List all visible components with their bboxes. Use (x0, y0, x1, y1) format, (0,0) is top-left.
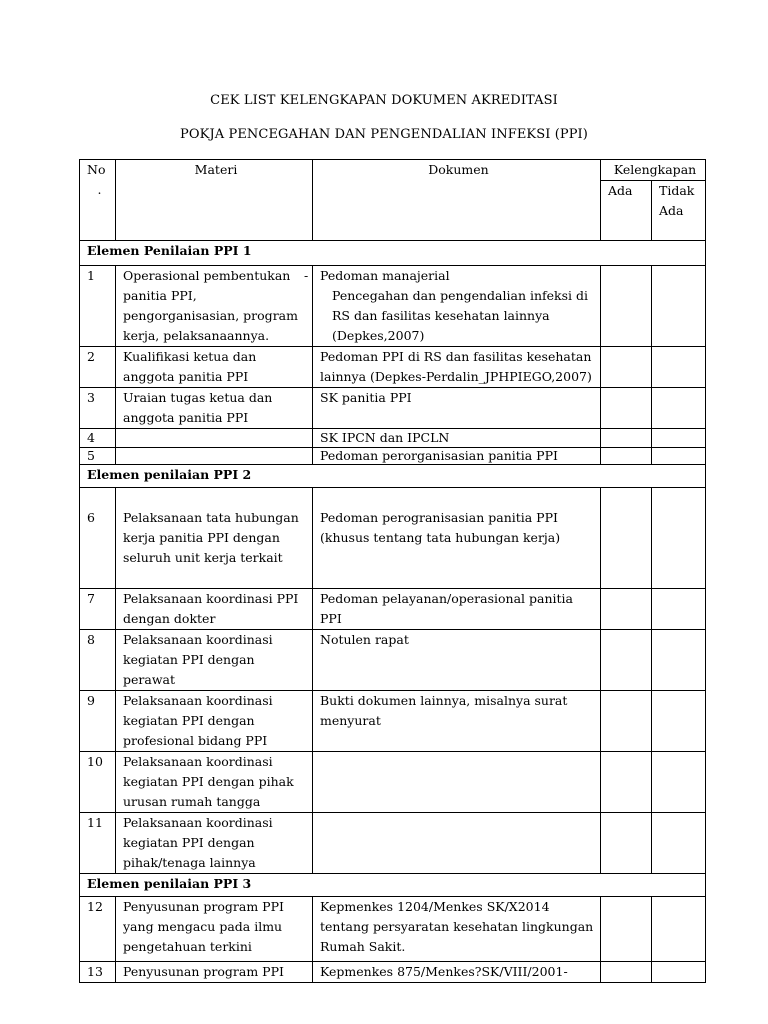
row-dokumen-label: Notulen rapat (320, 632, 409, 647)
header-no (80, 160, 116, 241)
table-row (80, 691, 706, 752)
table-row (80, 388, 706, 429)
table-row (80, 488, 706, 589)
section-row (80, 241, 706, 266)
section-label: Elemen penilaian PPI 2 (87, 467, 252, 482)
row-no (80, 589, 116, 630)
row-dokumen-detail: Pencegahan dan pengendalian infeksi di RS dan fasilitas kesehatan lainnya (Depkes,2007) (332, 288, 589, 343)
row-materi (116, 589, 313, 630)
row-no-label: 8 (87, 632, 95, 647)
row-dokumen (313, 448, 601, 465)
row-materi (116, 897, 313, 962)
row-dokumen (313, 897, 601, 962)
row-no-label: 4 (87, 430, 95, 445)
header-tidak-label: Tidak (659, 183, 695, 198)
row-no (80, 752, 116, 813)
row-no (80, 897, 116, 962)
section-label: Elemen penilaian PPI 3 (87, 876, 252, 891)
check-tidak-ada[interactable] (652, 752, 706, 813)
row-no-label: 10 (87, 754, 103, 769)
check-ada[interactable] (601, 813, 652, 874)
table-row (80, 813, 706, 874)
check-tidak-ada[interactable] (652, 448, 706, 465)
row-no (80, 691, 116, 752)
row-no (80, 488, 116, 589)
document-title: CEK LIST KELENGKAPAN DOKUMEN AKREDITASI (210, 93, 558, 108)
row-materi (116, 813, 313, 874)
row-materi-label: Pelaksanaan koordinasi kegiatan PPI dengan profesional bidang PPI (123, 693, 273, 748)
row-dokumen (313, 488, 601, 589)
row-no-label: 2 (87, 349, 95, 364)
check-tidak-ada[interactable] (652, 962, 706, 983)
header-ada-label: Ada (608, 183, 633, 198)
check-ada[interactable] (601, 448, 652, 465)
header-tidak-ada-label: Ada (659, 203, 684, 218)
check-ada[interactable] (601, 488, 652, 589)
row-dokumen-label: SK IPCN dan IPCLN (320, 430, 450, 445)
header-ada (601, 181, 652, 241)
bullet-dash: - (304, 268, 309, 283)
row-dokumen-label: Kepmenkes 1204/Menkes SK/X2014 tentang persyaratan kesehatan lingkungan Rumah Sakit. (320, 899, 594, 954)
row-dokumen (313, 429, 601, 448)
row-dokumen-label: Pedoman manajerial (320, 268, 450, 283)
row-materi (116, 752, 313, 813)
row-dokumen-label: Bukti dokumen lainnya, misalnya surat menyurat (320, 693, 568, 728)
row-no (80, 813, 116, 874)
row-materi (116, 630, 313, 691)
section-ppi-1 (80, 241, 706, 266)
row-no-label: 13 (87, 964, 103, 979)
row-materi-label: Penyusunan program PPI (123, 964, 284, 979)
check-ada[interactable] (601, 962, 652, 983)
row-no-label: 12 (87, 899, 103, 914)
row-dokumen (313, 589, 601, 630)
row-no (80, 630, 116, 691)
row-materi (116, 691, 313, 752)
row-no (80, 962, 116, 983)
check-tidak-ada[interactable] (652, 488, 706, 589)
document-subtitle: POKJA PENCEGAHAN DAN PENGENDALIAN INFEKSI (PPI) (180, 127, 588, 142)
header-row (80, 160, 706, 181)
row-no (80, 347, 116, 388)
row-no (80, 448, 116, 465)
row-no-label: 7 (87, 591, 95, 606)
row-dokumen-label: SK panitia PPI (320, 390, 412, 405)
row-dokumen (313, 691, 601, 752)
row-materi (116, 429, 313, 448)
header-tidak-ada (652, 181, 706, 241)
row-no-label: 3 (87, 390, 95, 405)
header-dokumen (313, 160, 601, 241)
row-materi-label: Pelaksanaan koordinasi kegiatan PPI dengan pihak urusan rumah tangga (123, 754, 294, 809)
row-materi-label: Pelaksanaan koordinasi kegiatan PPI dengan pihak/tenaga lainnya (123, 815, 273, 870)
row-materi-label: Kualifikasi ketua dan anggota panitia PPI (123, 349, 257, 384)
row-materi (116, 388, 313, 429)
section-row (80, 874, 706, 897)
table-row (80, 752, 706, 813)
row-no (80, 429, 116, 448)
check-ada[interactable] (601, 752, 652, 813)
check-tidak-ada[interactable] (652, 630, 706, 691)
row-dokumen-label: Kepmenkes 875/Menkes?SK/VIII/2001- (320, 964, 568, 979)
row-no-label: 5 (87, 448, 95, 463)
table-row (80, 962, 706, 983)
check-ada[interactable] (601, 388, 652, 429)
check-ada[interactable] (601, 897, 652, 962)
row-materi (116, 488, 313, 589)
row-no-label: 9 (87, 693, 95, 708)
check-ada[interactable] (601, 630, 652, 691)
table-row (80, 347, 706, 388)
header-no-dot: . (97, 182, 102, 197)
row-dokumen-label: Pedoman pelayanan/operasional panitia PPI (320, 591, 573, 626)
row-materi (116, 266, 313, 347)
row-dokumen (304, 266, 601, 347)
checklist-table (79, 159, 706, 983)
row-dokumen (313, 813, 601, 874)
row-materi-label: Pelaksanaan koordinasi PPI dengan dokter (123, 591, 299, 626)
header-materi-label: Materi (194, 162, 238, 177)
header-kelengkapan (601, 160, 706, 181)
header-no-label: No (87, 162, 106, 177)
row-dokumen (313, 347, 601, 388)
check-ada[interactable] (601, 691, 652, 752)
check-tidak-ada[interactable] (652, 266, 706, 347)
row-materi (116, 962, 313, 983)
row-materi-label: Penyusunan program PPI yang mengacu pada ilmu pengetahuan terkini (123, 899, 284, 954)
table-row (80, 630, 706, 691)
header-materi (116, 160, 313, 241)
header-kelengkapan-label: Kelengkapan (613, 162, 697, 177)
row-dokumen (313, 630, 601, 691)
row-materi (116, 347, 313, 388)
row-dokumen-label: Pedoman perogranisasian panitia PPI (khusus tentang tata hubungan kerja) (320, 510, 561, 545)
row-dokumen-label: Pedoman perorganisasian panitia PPI (320, 448, 558, 463)
row-no-label: 6 (87, 510, 95, 525)
row-materi-label: Uraian tugas ketua dan anggota panitia PPI (123, 390, 273, 425)
row-no-label: 11 (87, 815, 103, 830)
row-dokumen (313, 962, 601, 983)
check-ada[interactable] (601, 589, 652, 630)
table-row (80, 448, 706, 465)
check-tidak-ada[interactable] (652, 429, 706, 448)
row-no-label: 1 (87, 268, 95, 283)
section-row (80, 465, 706, 488)
check-ada[interactable] (601, 347, 652, 388)
table-row (80, 897, 706, 962)
row-materi (116, 448, 313, 465)
section-ppi-2 (80, 465, 706, 488)
section-label: Elemen Penilaian PPI 1 (87, 243, 252, 258)
check-tidak-ada[interactable] (652, 589, 706, 630)
table-row (80, 589, 706, 630)
row-materi-label: Operasional pembentukan panitia PPI, pengorganisasian, program kerja, pelaksanaannya. (123, 268, 298, 343)
row-no (80, 266, 116, 347)
check-ada[interactable] (601, 266, 652, 347)
row-dokumen-label: Pedoman PPI di RS dan fasilitas kesehatan lainnya (Depkes-Perdalin_JPHPIEGO,2007) (320, 349, 592, 384)
check-tidak-ada[interactable] (652, 691, 706, 752)
header-dokumen-label: Dokumen (428, 162, 489, 177)
row-materi-label: Pelaksanaan koordinasi kegiatan PPI dengan perawat (123, 632, 273, 687)
row-no (80, 388, 116, 429)
row-dokumen (313, 388, 601, 429)
check-tidak-ada[interactable] (652, 347, 706, 388)
table-row (80, 266, 706, 347)
row-dokumen (313, 752, 601, 813)
check-ada[interactable] (601, 429, 652, 448)
row-materi-label: Pelaksanaan tata hubungan kerja panitia PPI dengan seluruh unit kerja terkait (123, 510, 299, 565)
check-tidak-ada[interactable] (652, 897, 706, 962)
section-ppi-3 (80, 874, 706, 897)
check-tidak-ada[interactable] (652, 813, 706, 874)
table-row (80, 429, 706, 448)
check-tidak-ada[interactable] (652, 388, 706, 429)
